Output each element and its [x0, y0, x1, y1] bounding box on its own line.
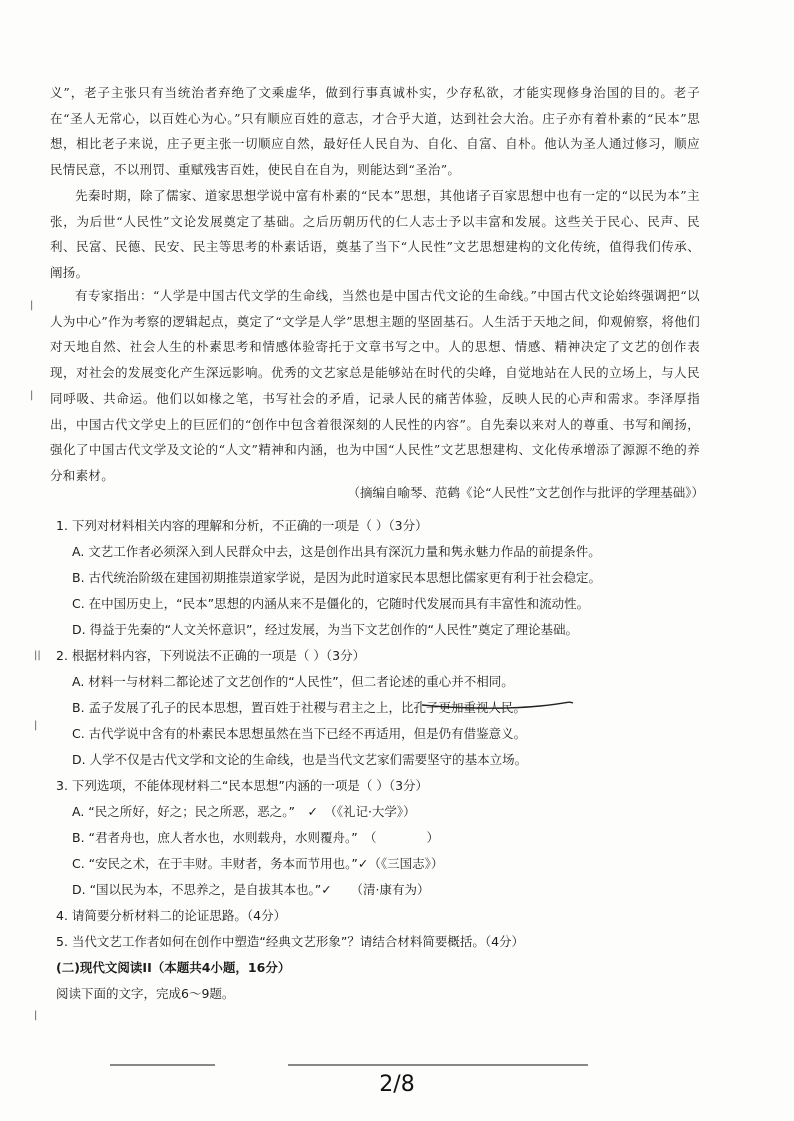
- passage-paragraph-3: 有专家指出：“人学是中国古代文学的生命线，当然也是中国古代文论的生命线。”中国古代文论始终强调把“以人为中心”作为考察的逻辑起点，奠定了“文学是人学”思想主题的坚固基石。人生活于天地之间，仰观俯察，将他们对天地自然、社会人生的朴素思考和情感体验寄托于文章书写之中。人的思想、情感、精神决定了文艺的创作表现，对社会的发展变化产生深远影响。优秀的文艺家总是能够站在时代的尖峰，自觉地站在人民的立场上，与人民同呼吸、共命运。他们以如椽之笔，书写社会的矛盾，记录人民的痛苦体验，反映人民的心声和需求。李泽厚指出，中国古代文学史上的巨匠们的“创作中包含着很深刻的人民性的内容”。自先秦以来对人的尊重、书写和阐扬，强化了中国古代文学及文论的“人文”精神和内涵，也为中国“人民性”文艺思想建构、文化传承增添了源源不绝的养分和素材。: [50, 288, 700, 483]
- question-2-option-b: B. 孟子发展了孔子的民本思想，置百姓于社稷与君主之上，比孔子更加重视人民。: [72, 700, 527, 715]
- question-3-stem: 3. 下列选项，不能体现材料二“民本思想”内涵的一项是（ ）（3分）: [56, 778, 429, 793]
- margin-mark: ||: [34, 650, 41, 661]
- section-heading: (二)现代文阅读II（本题共4小题，16分）: [56, 960, 291, 975]
- question-3-option-b: B. “君者舟也，庶人者水也，水则载舟，水则覆舟。” （ ）: [72, 830, 439, 845]
- question-1-stem: 1. 下列对材料相关内容的理解和分析，不正确的一项是（ ）（3分）: [56, 518, 428, 533]
- margin-mark: |: [34, 720, 38, 731]
- question-1-option-c: C. 在中国历史上，“民本”思想的内涵从来不是僵化的，它随时代发展而具有丰富性和流动性。: [72, 596, 590, 611]
- question-3-option-a: A. “民之所好，好之；民之所恶，恶之。” ✓ （《礼记·大学》）: [72, 804, 416, 819]
- question-1-option-a: A. 文艺工作者必须深入到人民群众中去，这是创作出具有深沉力量和隽永魅力作品的前提条件。: [72, 544, 601, 559]
- question-2-option-c: C. 古代学说中含有的朴素民本思想虽然在当下已经不再适用，但是仍有借鉴意义。: [72, 726, 527, 741]
- margin-mark: |: [30, 300, 34, 311]
- page-number: 2/8: [379, 1072, 415, 1097]
- passage-paragraph-1: 义”，老子主张只有当统治者弃绝了文乘虚华，做到行事真诚朴实，少存私欲，才能实现修身治国的目的。老子在“圣人无常心，以百姓心为心。”只有顺应百姓的意志，才合乎大道，达到社会大治。庄子亦有着朴素的“民本”思想，相比老子来说，庄子更主张一切顺应自然，最好任人民自为、自化、自富、自朴。他认为圣人通过修习，顺应民情民意，不以刑罚、重赋残害百姓，使民自在自为，则能达到“圣治”。: [50, 85, 700, 178]
- reading-instruction: 阅读下面的文字，完成6～9题。: [56, 986, 235, 1001]
- question-2-option-a: A. 材料一与材料二都论述了文艺创作的“人民性”，但二者论述的重心并不相同。: [72, 674, 514, 689]
- margin-mark: |: [34, 1010, 38, 1021]
- question-2-option-d: D. 人学不仅是古代文学和文论的生命线，也是当代文艺家们需要坚守的基本立场。: [72, 752, 528, 767]
- margin-mark: |: [30, 390, 34, 401]
- question-5: 5. 当代文艺工作者如何在创作中塑造“经典文艺形象”？请结合材料简要概括。（4分）: [56, 934, 525, 949]
- question-1-option-d: D. 得益于先秦的“人文关怀意识”，经过发展，为当下文艺创作的“人民性”奠定了理论基础。: [72, 622, 578, 637]
- passage-paragraph-2: 先秦时期，除了儒家、道家思想学说中富有朴素的“民本”思想，其他诸子百家思想中也有一定的“以民为本”主张，为后世“人民性”文论发展奠定了基础。之后历朝历代的仁人志士予以丰富和发展。这些关于民心、民声、民利、民富、民德、民安、民主等思考的朴素话语，奠基了当下“人民性”文艺思想建构的文化传统，值得我们传承、阐扬。: [50, 188, 700, 281]
- question-2-stem: 2. 根据材料内容，下列说法不正确的一项是（ ）（3分）: [56, 648, 366, 663]
- question-1-option-b: B. 古代统治阶级在建国初期推崇道家学说，是因为此时道家民本思想比儒家更有利于社会稳定。: [72, 570, 602, 585]
- source-citation: （摘编自喻琴、范鹤《论“人民性”文艺创作与批评的学理基础》）: [347, 485, 704, 500]
- footer-scan-line: [288, 1064, 588, 1066]
- question-3-option-c: C. “安民之术，在于丰财。丰财者，务本而节用也。”✓（《三国志》）: [72, 856, 444, 871]
- question-4: 4. 请简要分析材料二的论证思路。（4分）: [56, 908, 287, 923]
- question-3-option-d: D. “国以民为本，不思养之，是自拔其本也。”✓ （清·康有为）: [72, 882, 430, 897]
- footer-scan-line: [110, 1064, 215, 1066]
